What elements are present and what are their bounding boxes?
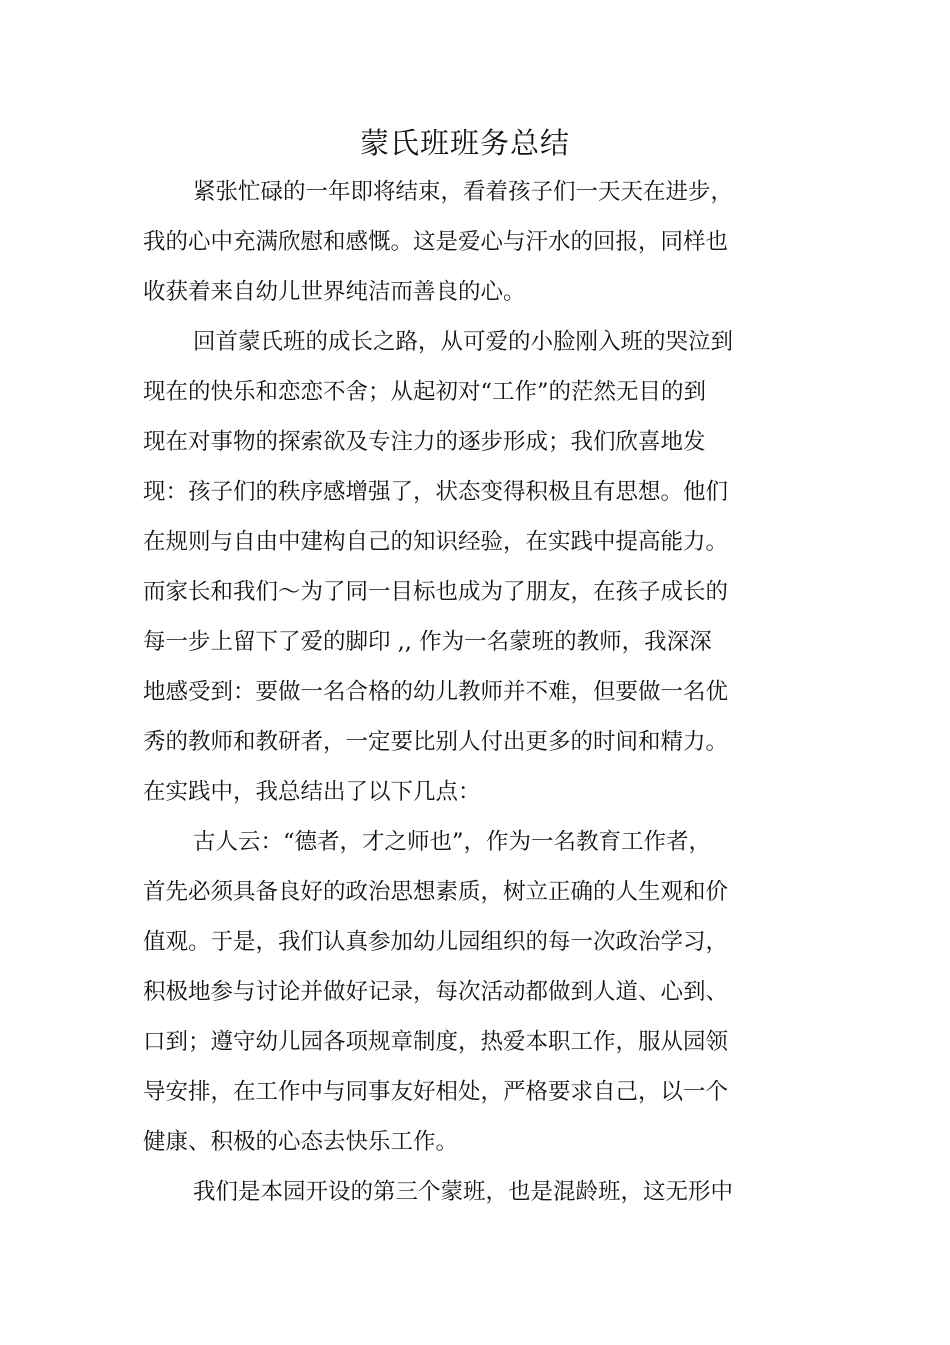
paragraph-line: 每一步上留下了爱的脚印 ,, 作为一名蒙班的教师，我深深 xyxy=(143,629,712,655)
paragraph-line: 我们是本园开设的第三个蒙班，也是混龄班，这无形中 xyxy=(193,1179,734,1205)
paragraph-line: 而家长和我们〜为了同一目标也成为了朋友，在孩子成长的 xyxy=(143,579,729,605)
paragraph-line: 口到；遵守幼儿园各项规章制度，热爱本职工作，服从园领 xyxy=(143,1029,729,1055)
paragraph-line: 收获着来自幼儿世界纯洁而善良的心。 xyxy=(143,279,526,305)
paragraph-line: 地感受到：要做一名合格的幼儿教师并不难，但要做一名优 xyxy=(143,679,729,705)
paragraph-line: 导安排，在工作中与同事友好相处，严格要求自己，以一个 xyxy=(143,1079,729,1105)
paragraph-line: 健康、积极的心态去快乐工作。 xyxy=(143,1129,459,1155)
paragraph-line: 秀的教师和教研者，一定要比别人付出更多的时间和精力。 xyxy=(143,729,729,755)
paragraph-line: 积极地参与讨论并做好记录，每次活动都做到人道、心到、 xyxy=(143,979,729,1005)
paragraph-line: 古人云：“德者，才之师也”，作为一名教育工作者， xyxy=(193,829,712,855)
paragraph-line: 在规则与自由中建构自己的知识经验，在实践中提高能力。 xyxy=(143,529,729,555)
paragraph-line: 现在的快乐和恋恋不舍；从起初对“工作”的茫然无目的到 xyxy=(143,379,707,405)
paragraph-line: 首先必须具备良好的政治思想素质，树立正确的人生观和价 xyxy=(143,879,729,905)
paragraph-line: 回首蒙氏班的成长之路，从可爱的小脸刚入班的哭泣到 xyxy=(193,329,734,355)
paragraph-line: 现：孩子们的秩序感增强了，状态变得积极且有思想。他们 xyxy=(143,479,729,505)
paragraph-line: 紧张忙碌的一年即将结束，看着孩子们一天天在进步， xyxy=(193,179,734,205)
paragraph-line: 现在对事物的探索欲及专注力的逐步形成；我们欣喜地发 xyxy=(143,429,706,455)
paragraph-line: 我的心中充满欣慰和感慨。这是爱心与汗水的回报，同样也 xyxy=(143,229,729,255)
paragraph-line: 值观。于是，我们认真参加幼儿园组织的每一次政治学习， xyxy=(143,929,729,955)
document-title: 蒙氏班班务总结 xyxy=(359,126,570,160)
paragraph-line: 在实践中，我总结出了以下几点： xyxy=(143,779,481,805)
